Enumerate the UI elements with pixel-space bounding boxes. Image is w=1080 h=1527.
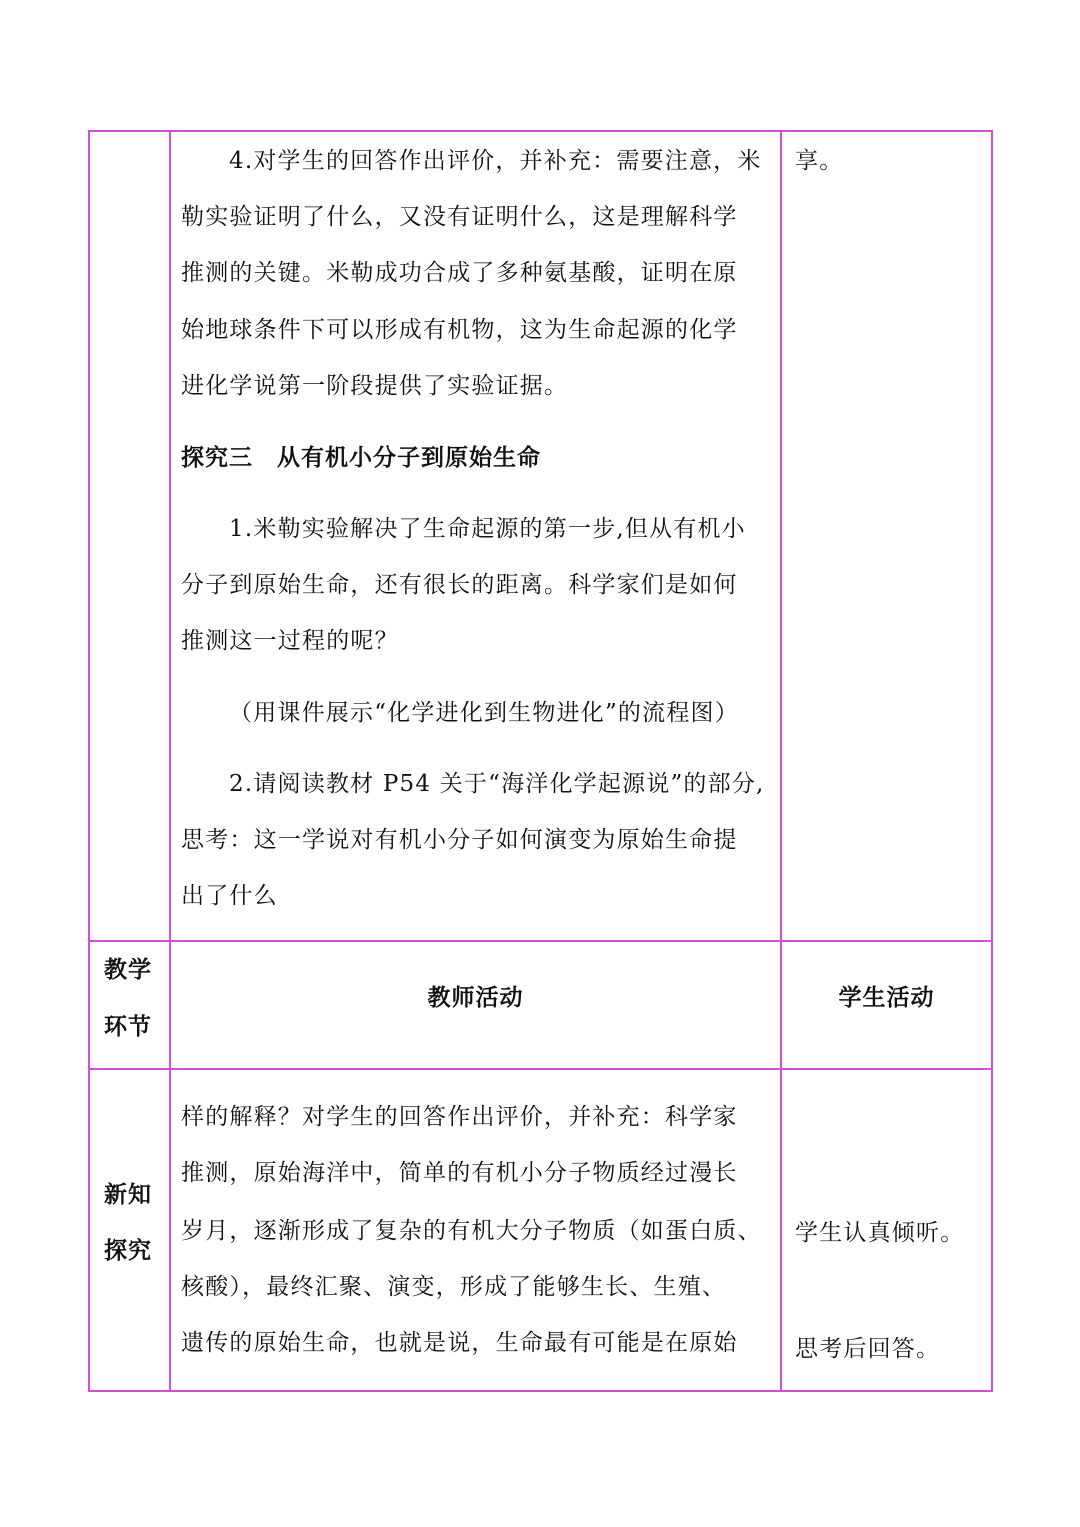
teacher-text-line: 勒实验证明了什么，又没有证明什么，这是理解科学 [181,204,738,230]
table-top-border [88,130,993,132]
paragraph-line: 分子到原始生命，还有很长的距离。科学家们是如何 [181,572,738,598]
header-student-activity: 学生活动 [838,985,935,1011]
teacher-text-line: 核酸），最终汇聚、演变，形成了能够生长、生殖、 [181,1274,727,1300]
header-teacher-activity: 教师活动 [427,985,524,1011]
table-bottom-border [88,1390,993,1392]
paragraph-line: 推测这一过程的呢？ [181,628,399,654]
teacher-text-line: 推测，原始海洋中，简单的有机小分子物质经过漫长 [181,1160,738,1186]
table-left-border [88,130,90,1392]
teacher-text-line: 进化学说第一阶段提供了实验证据。 [181,373,569,399]
stage-label: 新知 [104,1182,152,1208]
teacher-text-line: 岁月，逐渐形成了复杂的有机大分子物质（如蛋白质、 [181,1218,762,1244]
teacher-text-line: 样的解释？对学生的回答作出评价，并补充：科学家 [181,1104,738,1130]
header-row-top-border [88,940,993,942]
column-divider-2 [780,130,782,1392]
paragraph-line: 思考：这一学说对有机小分子如何演变为原始生命提 [181,827,738,853]
paragraph-line: 出了什么 [181,883,278,909]
courseware-note: （用课件展示“化学进化到生物进化”的流程图） [229,700,739,726]
header-row-bottom-border [88,1068,993,1070]
table-right-border [991,130,993,1392]
header-stage-label: 教学 [104,957,152,983]
paragraph-line: 2.请阅读教材 P54 关于“海洋化学起源说”的部分, [229,771,765,797]
teacher-text-line: 4.对学生的回答作出评价，并补充：需要注意，米 [229,148,762,174]
student-text: 享。 [795,148,844,174]
paragraph-line: 1.米勒实验解决了生命起源的第一步,但从有机小 [229,516,746,542]
stage-label: 探究 [104,1238,152,1264]
teacher-text-line: 遗传的原始生命，也就是说，生命最有可能是在原始 [181,1330,738,1356]
header-stage-label: 环节 [104,1014,152,1040]
column-divider-1 [169,130,171,1392]
teacher-text-line: 推测的关键。米勒成功合成了多种氨基酸，证明在原 [181,260,738,286]
teacher-text-line: 始地球条件下可以形成有机物，这为生命起源的化学 [181,317,738,343]
section-heading: 探究三 从有机小分子到原始生命 [181,445,541,471]
student-text: 学生认真倾听。 [795,1220,965,1246]
student-text: 思考后回答。 [795,1336,941,1362]
